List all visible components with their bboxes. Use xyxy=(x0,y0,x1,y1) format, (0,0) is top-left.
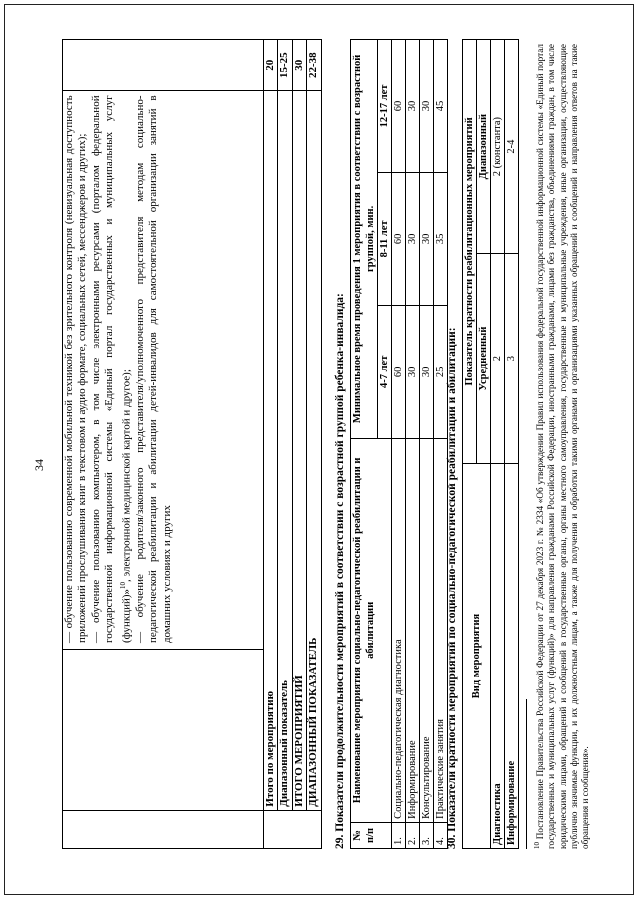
table-row xyxy=(278,40,292,849)
age-group-header: 8-11 лет xyxy=(378,172,392,305)
table-header-row xyxy=(351,40,378,849)
footnote xyxy=(532,44,592,849)
table-row xyxy=(264,40,278,849)
table-row: 3. Консультирование 30 30 30 xyxy=(420,40,434,849)
table-row: 4. Практические занятия 25 35 45 xyxy=(434,40,448,849)
bullet-item: — обучение пользованию компьютером, в том числе электронными ресурсами (порталом федеральной государственной информационной системы «Единый портал государственных и муниципальных услуг (функций)»$^{10}$, электронной медицинской картой и другое); xyxy=(89,95,133,644)
col-name-header: Наименование мероприятия социально-педагогической реабилитации и абилитации xyxy=(351,438,392,822)
col-avg-header: Усредненный xyxy=(477,254,491,464)
age-group-header: 4-7 лет xyxy=(378,305,392,438)
summary-label: ДИАПАЗОННЫЙ ПОКАЗАТЕЛЬ xyxy=(307,91,321,810)
col-indicator-header: Показатель кратности реабилитационных мероприятий xyxy=(463,40,477,464)
bullet-item: — обучение пользованию современной мобильной техникой без зрительного контроля (невизуальная доступность приложений прослушивания книг в текстовом и аудио формате, социальных сетей, мессенджеров и других); xyxy=(63,95,89,644)
col-range-header: Диапазонный xyxy=(477,40,491,254)
bullet-item: — обучение родителя/законного представителя/уполномоченного представителя методам социально-педагогической реабилитации и абилитации детей-инвалидов для самостоятельной организации занятий в домашних условиях и других xyxy=(133,95,173,644)
duration-table xyxy=(350,39,448,849)
table-row xyxy=(307,40,321,849)
frequency-table xyxy=(462,39,519,849)
summary-label: Диапазонный показатель xyxy=(278,91,292,810)
summary-value: 30 xyxy=(292,40,306,91)
footnote-ref: 10 xyxy=(118,581,127,589)
footnote-mark: 10 xyxy=(533,842,541,849)
table-header-row xyxy=(463,40,477,849)
summary-value: 22-38 xyxy=(307,40,321,91)
page-number: 34 xyxy=(32,459,46,471)
table-row: Информирование 3 2-4 xyxy=(505,40,519,849)
table-row: 1. Социально-педагогическая диагностика 60 60 60 xyxy=(392,40,406,849)
summary-value: 15-25 xyxy=(278,40,292,91)
col-type-header: Вид мероприятия xyxy=(463,464,491,849)
summary-label: Итого по мероприятию xyxy=(264,91,278,810)
summary-label: ИТОГО МЕРОПРИЯТИЙ xyxy=(292,91,306,810)
summary-value: 20 xyxy=(264,40,278,91)
footnote-text: Постановление Правительства Российской Федерации от 27 декабря 2023 г. № 2334 «Об утверждении Правил использования федеральной государственной информационной системы «Единый портал государственных и муниципальных услуг (функций)» для направления гражданами Российской Федерации, иностранными гражданами, лицами без гражданства, объединениями граждан, в том числе юридическими лицами, обращений и сообщений в государственные органы, органы местного самоуправления, государственные и муниципальные учреждения, иные организации, осуществляющие публично значимые функции, и их должностным лицам, а также для получения и обработки такими органами и организациями указанных обращений и сообщений и направления ответов на такие обращения и сообщения». xyxy=(535,44,591,849)
table-row: 2. Информирование 30 30 30 xyxy=(406,40,420,849)
footnote-separator xyxy=(526,699,527,849)
col-time-header: Минимальное время проведения 1 мероприятия в соответствии с возрастной группой, мин. xyxy=(351,40,378,439)
continuation-table xyxy=(62,39,322,849)
section-29-heading: 29. Показатели продолжительности мероприятий в соответствии с возрастной группой ребенка-инвалида: xyxy=(334,293,346,849)
col-number-header: № п/п xyxy=(351,822,392,848)
bullet-list-cell xyxy=(63,91,264,650)
table-row xyxy=(63,40,264,849)
section-30-heading: 30. Показатели кратности мероприятий по социально-педагогической реабилитации и абилитации: xyxy=(446,327,458,849)
table-row xyxy=(292,40,306,849)
table-row: Диагностика 2 2 (константа) xyxy=(491,40,505,849)
age-group-header: 12-17 лет xyxy=(378,40,392,173)
